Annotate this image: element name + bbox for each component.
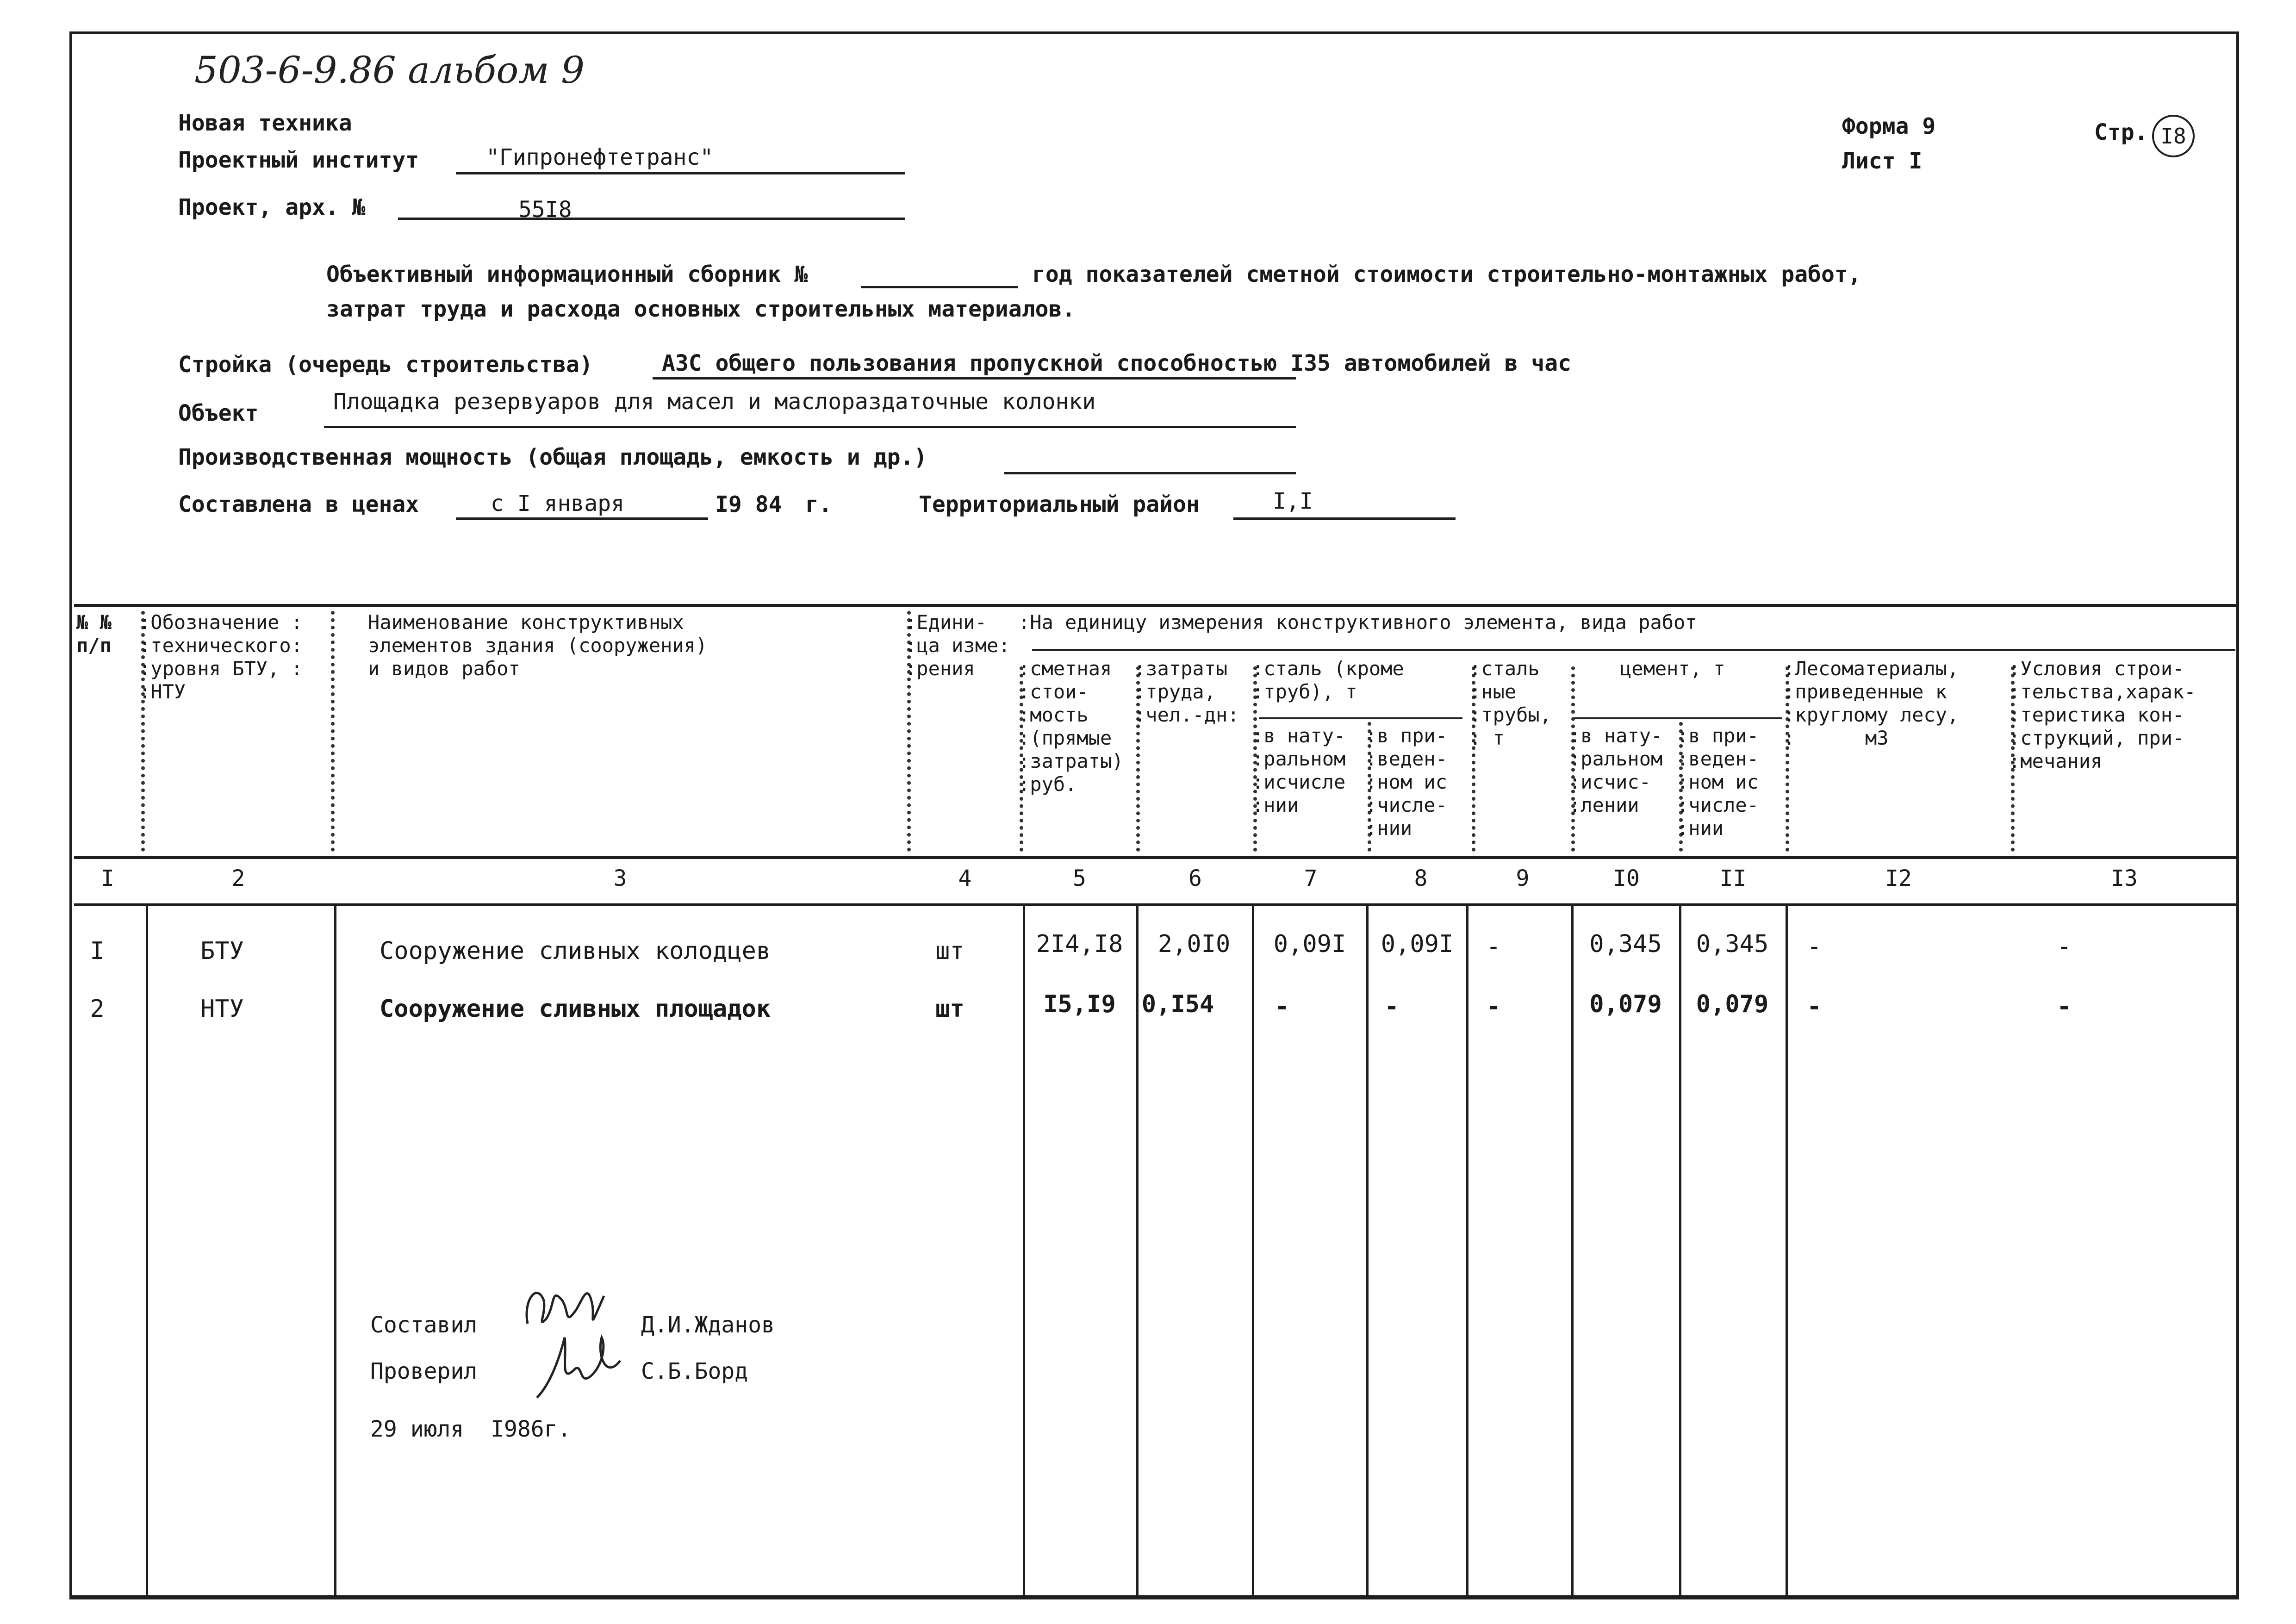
colnum-8: 8	[1414, 865, 1428, 891]
row1-labor: 2,0I0	[1157, 930, 1231, 958]
intro-line2: затрат труда и расхода основных строительных материалов.	[326, 296, 1076, 322]
row1-pipes: -	[1486, 933, 1501, 960]
header-col7: :в нату- :ральном :исчисле :нии	[1252, 724, 1346, 816]
colnum-10: I0	[1613, 865, 1640, 891]
colnum-1: I	[101, 865, 114, 891]
stroika-label: Стройка (очередь строительства)	[178, 352, 593, 378]
compiled-label: Составил	[370, 1312, 478, 1338]
project-label: Проект, арх. №	[178, 194, 366, 220]
steel-split-line	[1259, 717, 1462, 719]
row2-wood: -	[1807, 993, 1822, 1020]
row2-cost: I5,I9	[1043, 990, 1116, 1018]
prices-year: I9 84	[715, 492, 782, 517]
header-group: :На единицу измерения конструктивного элемента, вида работ	[1018, 611, 1697, 634]
page-number-stamp: I8	[2152, 115, 2195, 157]
header-col1: № № п/п	[76, 611, 112, 657]
institute-underline	[456, 172, 905, 174]
region-value: I,I	[1273, 488, 1313, 514]
colnum-5: 5	[1073, 865, 1086, 891]
header-steel: :сталь (кроме :труб), т	[1252, 657, 1404, 703]
checked-name: С.Б.Борд	[641, 1358, 748, 1384]
header-col6: :затраты :труда, :чел.-дн:	[1134, 657, 1239, 726]
row2-labor: 0,I54	[1141, 990, 1214, 1018]
object-value: Площадка резервуаров для масел и маслораздаточные колонки	[333, 389, 1096, 415]
header-line1: Новая техника	[178, 110, 352, 136]
sheet-label: Лист I	[1842, 148, 1923, 174]
prices-value: с I января	[491, 491, 624, 516]
intro-line1-b: год показателей сметной стоимости строительно-монтажных работ,	[1032, 261, 1861, 287]
row1-wood: -	[1807, 933, 1822, 960]
row1-unit: шт	[935, 937, 964, 965]
body-col-line-2	[334, 905, 336, 1598]
colnum-2: 2	[231, 865, 245, 891]
row2-cement-reduced: 0,079	[1696, 990, 1769, 1018]
prices-underline	[456, 517, 708, 520]
region-underline	[1233, 517, 1456, 520]
body-col-line-10	[1786, 905, 1788, 1598]
row2-name: Сооружение сливных площадок	[380, 995, 771, 1023]
object-underline	[324, 426, 1296, 428]
header-sep-2	[331, 611, 335, 852]
checked-label: Проверил	[370, 1358, 478, 1384]
project-underline	[398, 218, 905, 220]
object-label: Объект	[178, 400, 259, 426]
colnum-9: 9	[1516, 865, 1530, 891]
row2-number: 2	[90, 995, 105, 1023]
row1-level: БТУ	[200, 937, 244, 965]
row1-cement-natural: 0,345	[1589, 930, 1662, 958]
header-col5: :сметная :стои- :мость :(прямые :затраты) :руб.	[1018, 657, 1124, 796]
row2-cement-natural: 0,079	[1589, 990, 1662, 1018]
header-col2: :Обозначение : :технического: :уровня БТУ, : :НТУ	[139, 611, 303, 703]
row2-steel-reduced: -	[1384, 993, 1399, 1020]
cement-split-line	[1574, 717, 1782, 719]
colnum-12: I2	[1885, 865, 1912, 891]
intro-line1-a: Объективный информационный сборник №	[326, 261, 808, 287]
header-bottom-line	[74, 856, 2236, 859]
page-label: Стр.	[2094, 119, 2148, 145]
header-col10: :в нату- :ральном :исчис- :лении	[1569, 724, 1663, 816]
row2-level: НТУ	[200, 995, 244, 1023]
table-top-border	[74, 604, 2236, 607]
stroika-underline	[653, 377, 1296, 380]
body-col-line-1	[146, 905, 148, 1598]
collection-number-underline	[861, 286, 1018, 288]
row1-notes: -	[2057, 933, 2072, 960]
institute-label: Проектный институт	[178, 147, 419, 173]
row1-steel-reduced: 0,09I	[1381, 930, 1454, 958]
header-col11: :в при- :веден- :ном ис :числе- :нии	[1677, 724, 1759, 840]
row1-name: Сооружение сливных колодцев	[380, 937, 771, 965]
sign-date: 29 июля I986г.	[370, 1416, 571, 1442]
compiled-name: Д.И.Жданов	[641, 1312, 775, 1338]
prices-year-unit: г.	[805, 492, 832, 517]
row2-notes: -	[2057, 993, 2072, 1020]
colnum-3: 3	[613, 865, 627, 891]
handwritten-reference: 503-6-9.86 альбом 9	[194, 49, 585, 92]
header-col12: :Лесоматериалы, :приведенные к :круглому лесу, : м3	[1783, 657, 1959, 749]
stroika-value: АЗС общего пользования пропускной способностью I35 автомобилей в час	[662, 350, 1572, 376]
checked-signature-icon	[532, 1328, 625, 1407]
header-col13: :Условия строи- :тельства,харак- :теристика кон- :струкций, при- :мечания	[2009, 657, 2196, 772]
header-col8: :в при- :веден- :ном ис :числе- :нии	[1365, 724, 1448, 840]
capacity-label: Производственная мощность (общая площадь, емкость и др.)	[178, 444, 927, 470]
colnum-13: I3	[2111, 865, 2138, 891]
colnum-7: 7	[1304, 865, 1318, 891]
colnum-11: II	[1719, 865, 1747, 891]
colnum-bottom-line	[74, 903, 2236, 906]
row1-steel-natural: 0,09I	[1273, 930, 1346, 958]
colnum-6: 6	[1188, 865, 1202, 891]
header-cement: цемент, т	[1620, 657, 1725, 680]
row2-unit: шт	[935, 995, 964, 1023]
header-col9: :сталь :ные :трубы, : т	[1469, 657, 1552, 749]
institute-value: "Гипронефтетранс"	[486, 144, 714, 170]
group-underline	[1032, 649, 2235, 651]
row2-pipes: -	[1486, 993, 1501, 1020]
region-label: Территориальный район	[919, 492, 1200, 517]
row2-steel-natural: -	[1275, 993, 1289, 1020]
project-value: 55I8	[518, 197, 572, 223]
capacity-underline	[1004, 472, 1296, 474]
header-col4: :Едини- :ца изме: :рения	[905, 611, 1010, 680]
row1-number: I	[90, 937, 105, 965]
colnum-4: 4	[958, 865, 972, 891]
row1-cost: 2I4,I8	[1036, 930, 1123, 958]
header-col3: Наименование конструктивных элементов здания (сооружения) и видов работ	[368, 611, 708, 680]
form-label: Форма 9	[1842, 113, 1936, 139]
row1-cement-reduced: 0,345	[1696, 930, 1769, 958]
prices-label: Составлена в ценах	[178, 492, 419, 517]
